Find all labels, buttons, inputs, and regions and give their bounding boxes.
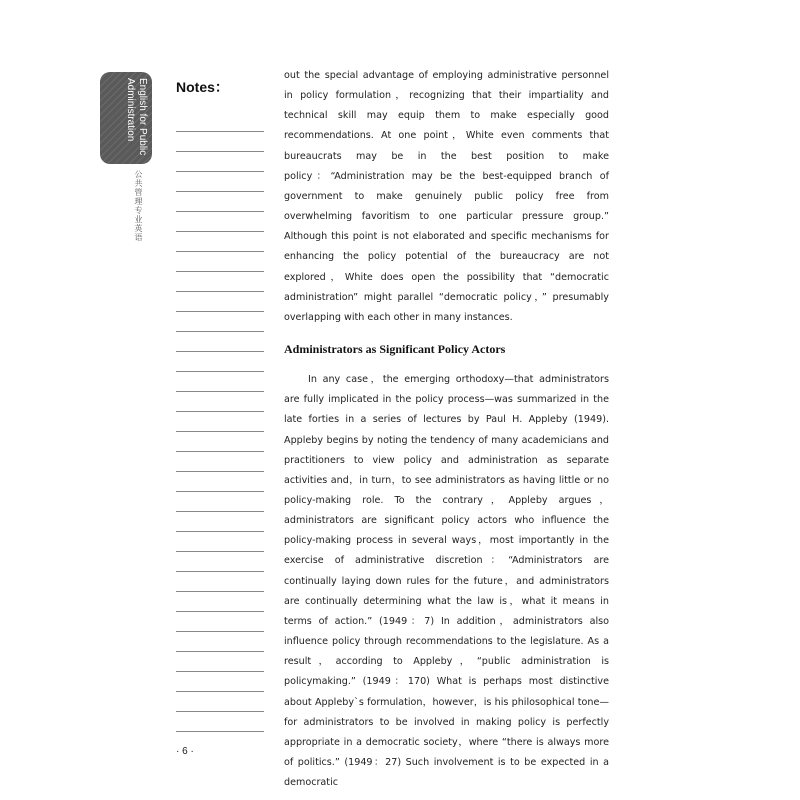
notes-line [176, 312, 264, 332]
paragraph-2: In any case，the emerging orthodoxy—that administrators are fully implicated in the policy process—was summarized in the late forties in a series of lectures by Paul H. Appleby (1949). Appleby begins by noting the tendency of many academicians and practitioners to view policy and administration as separate activities and，in turn，to see administrators as having little or no policy-making role. To the contrary，Appleby argues，administrators are significant policy actors who influence the policy-making process in several ways，most importantly in the exercise of administrative discretion：“Administrators are continually laying down rules for the future，and administrators are continually determining what the law is，what it means in terms of action.” (1949：7) In addition，administrators also influence policy through recommendations to the legislature. As a result，according to Appleby，“public administration is policymaking.” (1949：170) What is perhaps most distinctive about Appleby`s formulation，however，is his philosophical tone—for administrators to be involved in making policy is perfectly appropriate in a democratic society，where “there is always more of politics.” (1949：27) Such involvement is to be expected in a democratic [284, 374, 609, 789]
notes-line [176, 272, 264, 292]
notes-line [176, 632, 264, 652]
notes-line [176, 212, 264, 232]
notes-line [176, 392, 264, 412]
notes-line [176, 452, 264, 472]
notes-line [176, 232, 264, 252]
body-text [284, 66, 609, 793]
notes-line [176, 692, 264, 712]
notes-line [176, 112, 264, 132]
notes-title: Notes： [176, 79, 229, 95]
notes-line [176, 512, 264, 532]
notes-line [176, 532, 264, 552]
notes-line [176, 292, 264, 312]
notes-line [176, 132, 264, 152]
notes-line [176, 352, 264, 372]
notes-line [176, 172, 264, 192]
notes-line [176, 412, 264, 432]
notes-line [176, 612, 264, 632]
notes-line [176, 652, 264, 672]
notes-line [176, 432, 264, 452]
notes-line [176, 592, 264, 612]
notes-line [176, 672, 264, 692]
notes-line [176, 712, 264, 732]
side-subtitle-cn: 公共管理专业英语 [134, 170, 143, 242]
paragraph-1: out the special advantage of employing administrative personnel in policy formulation，recognizing that their impartiality and technical skill may equip them to make especially good recommendations. At one point，White even comments that bureaucrats may be in the best position to make policy：“Administration may be the best-equipped branch of government to make genuinely public policy free from overwhelming favoritism to one particular pressure group.” Although this point is not elaborated and specific mechanisms for enhancing the policy potential of the bureaucracy are not explored，White does open the possibility that “democratic administration” might parallel “democratic policy，” presumably overlapping with each other in many instances. [284, 70, 609, 323]
notes-line [176, 252, 264, 272]
notes-line [176, 372, 264, 392]
page-number: · 6 · [176, 746, 194, 757]
notes-line [176, 332, 264, 352]
notes-lines [176, 112, 264, 732]
notes-line [176, 572, 264, 592]
notes-line [176, 472, 264, 492]
chapter-side-tab [100, 72, 152, 164]
notes-line [176, 152, 264, 172]
section-heading: Administrators as Significant Policy Actors [284, 342, 506, 357]
notes-line [176, 192, 264, 212]
side-tab-title: English for Public Administration [125, 78, 148, 156]
notes-line [176, 492, 264, 512]
notes-line [176, 552, 264, 572]
